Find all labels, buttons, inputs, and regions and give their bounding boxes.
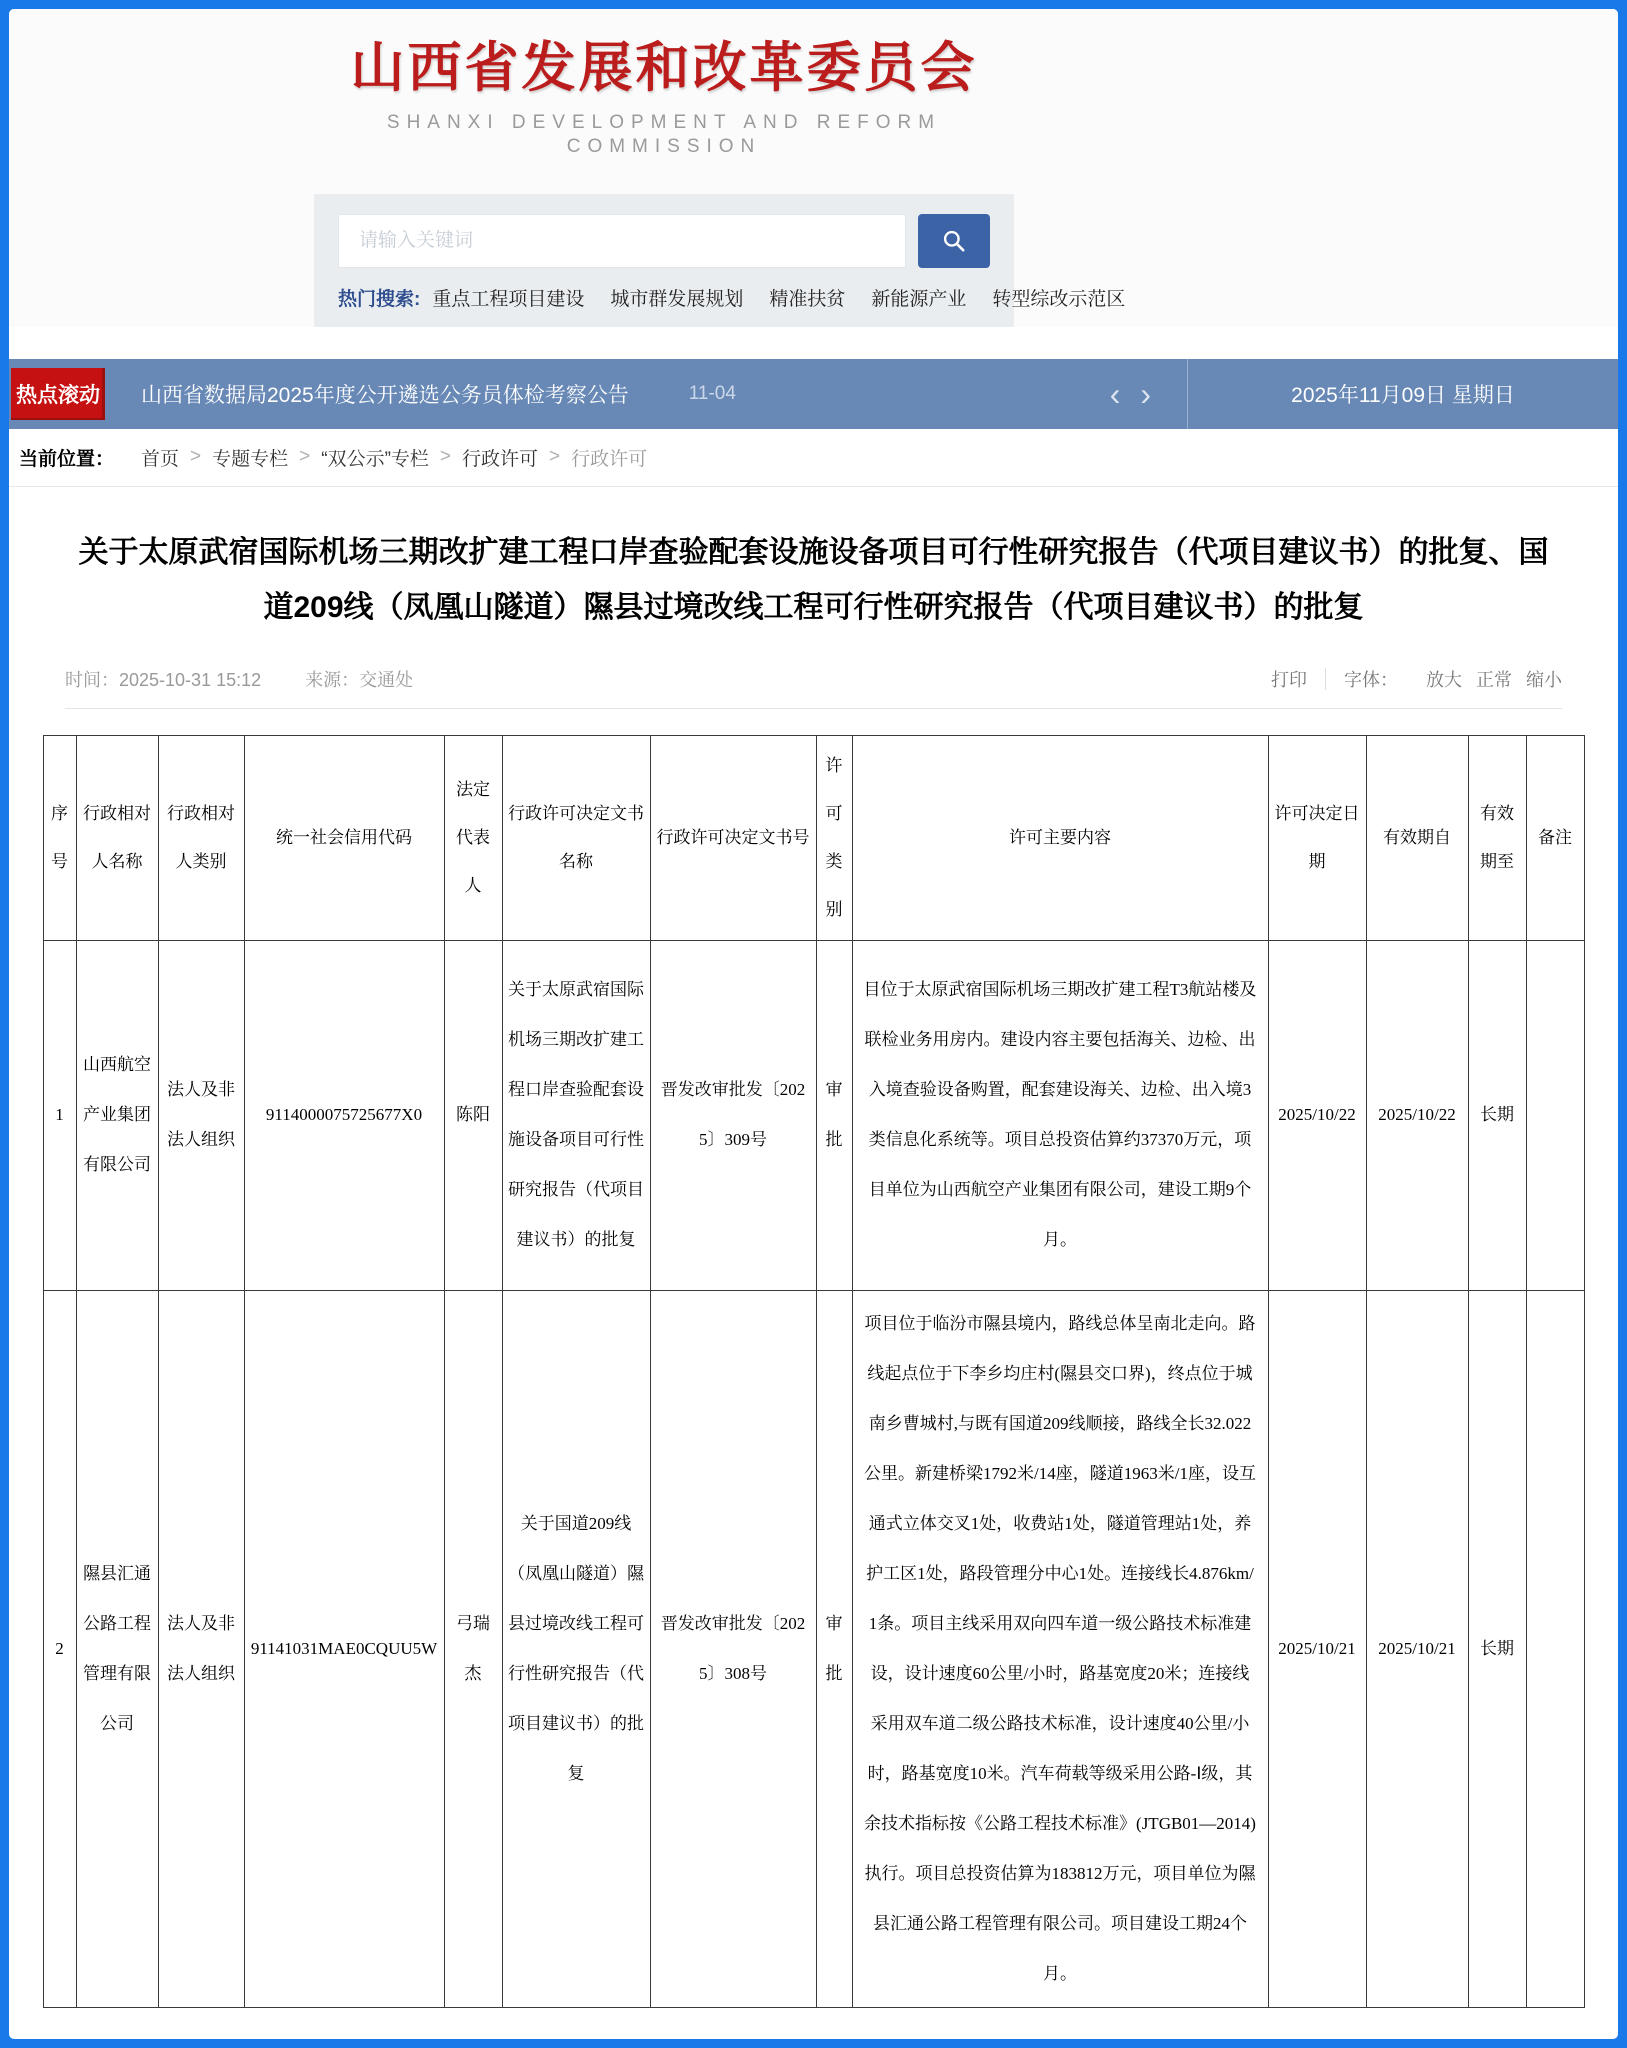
breadcrumb [9,429,1618,487]
article-source [305,666,413,692]
ticker-badge: 热点滚动 [11,368,105,420]
col-header-permit-content: 许可主要内容 [852,735,1268,940]
article-time-label: 时间： [65,669,119,690]
news-ticker-bar [9,359,1618,429]
font-normal-button[interactable]: 正常 [1476,669,1512,690]
col-header-valid-from: 有效期自 [1366,735,1468,940]
cell-remark [1526,940,1584,1290]
site-logo-cn: 山西省发展和改革委员会 [350,38,978,98]
col-header-legal-rep: 法定代表人 [444,735,502,940]
current-date: 2025年11月09日 星期日 [1291,383,1515,407]
cell-credit-code: 91141031MAE0CQUU5W [244,1290,444,2007]
cell-permit-content: 目位于太原武宿国际机场三期改扩建工程T3航站楼及联检业务用房内。建设内容主要包括海关、边检、出入境查验设备购置，配套建设海关、边检、出入境3类信息化系统等。项目总投资估算约37370万元，项目单位为山西航空产业集团有限公司，建设工期9个月。 [852,940,1268,1290]
cell-doc-name: 关于太原武宿国际机场三期改扩建工程口岸查验配套设施设备项目可行性研究报告（代项目建议书）的批复 [502,940,650,1290]
col-header-doc-number: 行政许可决定文书号 [650,735,816,940]
cell-seq: 1 [43,940,76,1290]
article-meta-row [65,666,1562,692]
hot-search-row [338,284,1126,311]
cell-doc-number: 晋发改审批发〔2025〕308号 [650,1290,816,2007]
article-time [65,666,261,692]
article-meta-left [65,666,457,692]
breadcrumb-label: 当前位置： [19,448,115,470]
cell-remark [1526,1290,1584,2007]
search-section [314,194,1126,327]
cell-party-category: 法人及非法人组织 [158,1290,244,2007]
table-header-row [43,735,1584,940]
font-smaller-button[interactable]: 缩小 [1526,669,1562,690]
ticker-next-icon[interactable]: › [1140,375,1151,412]
ticker-right [1100,359,1618,429]
col-header-valid-to: 有效期至 [1468,735,1526,940]
ticker-headline-link[interactable]: 山西省数据局2025年度公开遴选公务员体检考察公告 [141,383,629,407]
cell-valid-from: 2025/10/22 [1366,940,1468,1290]
cell-legal-rep: 陈阳 [444,940,502,1290]
breadcrumb-separator: > [549,446,561,468]
breadcrumb-separator: > [299,446,311,468]
cell-valid-to: 长期 [1468,940,1526,1290]
cell-party-name: 山西航空产业集团有限公司 [76,940,158,1290]
article-source-label: 来源： [305,669,360,690]
header-inner [314,35,1014,160]
site-logo-en: SHANXI DEVELOPMENT AND REFORM COMMISSION [386,111,942,158]
permit-table [43,735,1585,2008]
tools-divider [1325,668,1326,690]
search-input[interactable] [338,214,906,268]
meta-divider [65,708,1562,709]
ticker-prev-icon[interactable]: ‹ [1109,375,1121,412]
cell-decision-date: 2025/10/21 [1268,1290,1366,2007]
cell-doc-name: 关于国道209线（凤凰山隧道）隰县过境改线工程可行性研究报告（代项目建议书）的批复 [502,1290,650,2007]
col-header-seq: 序号 [43,735,76,940]
article-source-value: 交通处 [359,669,414,690]
cell-party-name: 隰县汇通公路工程管理有限公司 [76,1290,158,2007]
hot-term-3[interactable]: 精准扶贫 [769,288,846,310]
breadcrumb-current: 行政许可 [571,448,648,470]
ticker-headline-date: 11-04 [688,382,736,404]
breadcrumb-special-columns[interactable]: 专题专栏 [212,448,289,470]
site-header [9,9,1618,327]
search-icon [941,228,967,254]
cell-permit-content: 项目位于临汾市隰县境内，路线总体呈南北走向。路线起点位于下李乡均庄村(隰县交口界)，终点位于城南乡曹城村,与既有国道209线顺接，路线全长32.022公里。新建桥梁1792米/14座，隧道1963米/1座，设互通式立体交叉1处，收费站1处，隧道管理站1处，养护工区1处，路段管理分中心1处。连接线长4.876km/1条。项目主线采用双向四车道一级公路技术标准建设，设计速度60公里/小时，路基宽度20米；连接线采用双车道二级公路技术标准，设计速度40公里/小时，路基宽度10米。汽车荷载等级采用公路-Ⅰ级，其余技术指标按《公路工程技术标准》(JTGB01—2014)执行。项目总投资估算为183812万元，项目单位为隰县汇通公路工程管理有限公司。项目建设工期24个月。 [852,1290,1268,2007]
hot-term-2[interactable]: 城市群发展规划 [610,288,744,310]
col-header-party-name: 行政相对人名称 [76,735,158,940]
col-header-credit-code: 统一社会信用代码 [244,735,444,940]
table-row [43,1290,1584,2007]
col-header-permit-type: 许可类别 [816,735,852,940]
col-header-doc-name: 行政许可决定文书名称 [502,735,650,940]
font-size-label: 字体： [1344,669,1398,690]
font-larger-button[interactable]: 放大 [1426,669,1462,690]
col-header-party-category: 行政相对人类别 [158,735,244,940]
hot-term-1[interactable]: 重点工程项目建设 [432,288,585,310]
cell-party-category: 法人及非法人组织 [158,940,244,1290]
cell-permit-type: 审批 [816,940,852,1290]
cell-permit-type: 审批 [816,1290,852,2007]
table-row [43,940,1584,1290]
search-button[interactable] [918,214,990,268]
hot-search-label: 热门搜索: [338,288,421,310]
cell-valid-from: 2025/10/21 [1366,1290,1468,2007]
search-panel [314,194,1126,327]
hot-term-4[interactable]: 新能源产业 [871,288,967,310]
breadcrumb-separator: > [190,446,202,468]
cell-seq: 2 [43,1290,76,2007]
breadcrumb-admin-permit[interactable]: 行政许可 [462,448,539,470]
breadcrumb-separator: > [439,446,452,468]
cell-valid-to: 长期 [1468,1290,1526,2007]
print-button[interactable]: 打印 [1271,669,1307,690]
article-tools [1271,666,1562,692]
cell-decision-date: 2025/10/22 [1268,940,1366,1290]
cell-credit-code: 9114000075725677X0 [244,940,444,1290]
article-time-value: 2025-10-31 15:12 [119,669,262,690]
cell-doc-number: 晋发改审批发〔2025〕309号 [650,940,816,1290]
page-title: 关于太原武宿国际机场三期改扩建工程口岸查验配套设施设备项目可行性研究报告（代项目建议书）的批复、国道209线（凤凰山隧道）隰县过境改线工程可行性研究报告（代项目建议书）的批复 [78,535,1549,625]
breadcrumb-home[interactable]: 首页 [141,448,180,470]
cell-legal-rep: 弓瑞杰 [444,1290,502,2007]
col-header-decision-date: 许可决定日期 [1268,735,1366,940]
breadcrumb-dual-publicity[interactable]: “双公示”专栏 [321,448,429,470]
col-header-remark: 备注 [1526,735,1584,940]
article-main [9,525,1618,2008]
hot-term-5[interactable]: 转型综改示范区 [992,288,1126,310]
